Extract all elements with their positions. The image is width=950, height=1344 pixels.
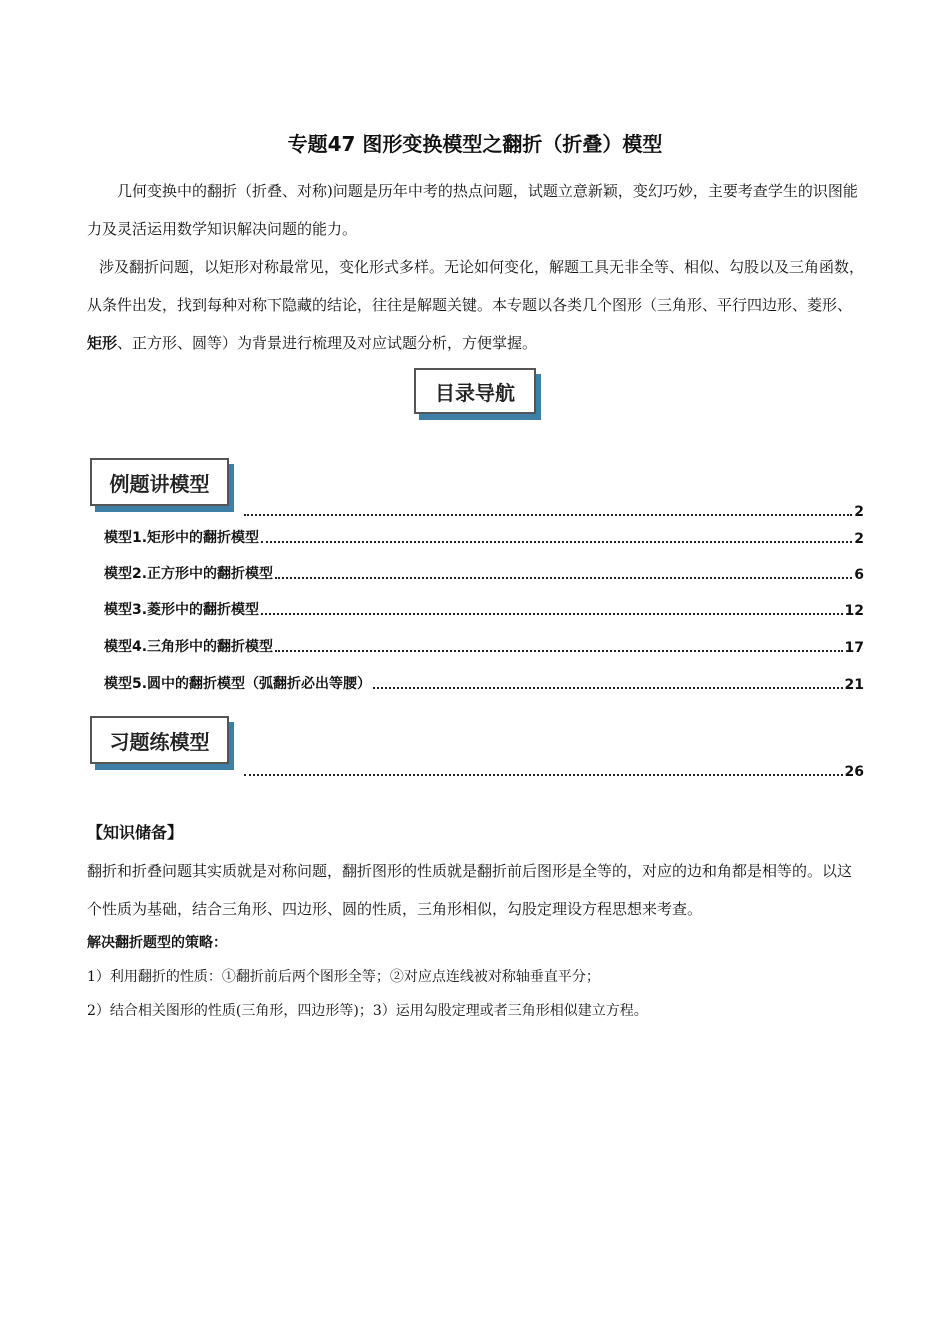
strategy-item-1: 1）利用翻折的性质：①翻折前后两个图形全等；②对应点连线被对称轴垂直平分； xyxy=(87,969,600,985)
toc-leader-dots xyxy=(275,649,842,652)
toc-leader-dots xyxy=(373,686,842,689)
intro-paragraph-1: 几何变换中的翻折（折叠、对称)问题是历年中考的热点问题，试题立意新颖，变幻巧妙，主要考查学生的识图能力及灵活运用数学知识解决问题的能力。 xyxy=(87,182,858,238)
toc-page-number: 2 xyxy=(854,531,864,547)
toc-leader-dots xyxy=(261,612,842,615)
intro-bold-term: 矩形 xyxy=(87,334,118,352)
toc-page-number: 12 xyxy=(844,603,864,619)
knowledge-text: 翻折和折叠问题其实质就是对称问题，翻折图形的性质就是翻折前后图形是全等的，对应的边和角都是相等的。以这个性质为基础，结合三角形、四边形、圆的性质，三角形相似，勾股定理设方程思想来考查。 xyxy=(87,862,853,918)
toc-entry-label: 模型1.矩形中的翻折模型 xyxy=(104,530,260,546)
strategy-item-2: 2）结合相关图形的性质(三角形，四边形等)；3）运用勾股定理或者三角形相似建立方程。 xyxy=(87,1003,648,1019)
toc-entry-model-4[interactable] xyxy=(104,636,864,656)
toc-nav-badge: 目录导航 xyxy=(414,368,536,414)
toc-entry-model-5[interactable] xyxy=(104,673,864,693)
intro-text-a: 涉及翻折问题，以矩形对称最常见，变化形式多样。无论如何变化，解题工具无非全等、相似、勾股以及三角函数，从条件出发，找到每种对称下隐藏的结论，往往是解题关键。本专题以各类几个图形（三角形、平行四边形、菱形、 xyxy=(87,258,865,314)
toc-entry-model-3[interactable] xyxy=(104,599,864,619)
intro-paragraph-2 xyxy=(87,248,865,362)
section-badge-exercises: 习题练模型 xyxy=(90,716,229,764)
toc-page-number: 6 xyxy=(854,567,864,583)
page-title: 专题47 图形变换模型之翻折（折叠）模型 xyxy=(287,132,663,156)
toc-page-number: 2 xyxy=(854,504,864,520)
toc-leader-dots xyxy=(244,513,852,516)
toc-entry-examples[interactable] xyxy=(242,500,864,520)
intro-text-b: 、正方形、圆等）为背景进行梳理及对应试题分析，方便掌握。 xyxy=(117,334,538,352)
toc-page-number: 21 xyxy=(844,677,864,693)
toc-leader-dots xyxy=(275,576,852,579)
strategy-heading: 解决翻折题型的策略： xyxy=(87,935,227,951)
toc-entry-label: 模型3.菱形中的翻折模型 xyxy=(104,602,260,618)
toc-page-number: 26 xyxy=(844,764,864,780)
toc-entry-model-2[interactable] xyxy=(104,563,864,583)
toc-entry-label: 模型2.正方形中的翻折模型 xyxy=(104,566,274,582)
section-badge-examples: 例题讲模型 xyxy=(90,458,229,506)
toc-entry-label: 模型5.圆中的翻折模型（弧翻折必出等腰） xyxy=(104,676,372,692)
toc-entry-label: 模型4.三角形中的翻折模型 xyxy=(104,639,274,655)
knowledge-heading: 【知识储备】 xyxy=(87,823,184,842)
toc-entry-model-1[interactable] xyxy=(104,527,864,547)
toc-leader-dots xyxy=(261,540,852,543)
toc-leader-dots xyxy=(244,773,843,776)
toc-page-number: 17 xyxy=(844,640,864,656)
toc-entry-exercises[interactable] xyxy=(242,760,864,780)
